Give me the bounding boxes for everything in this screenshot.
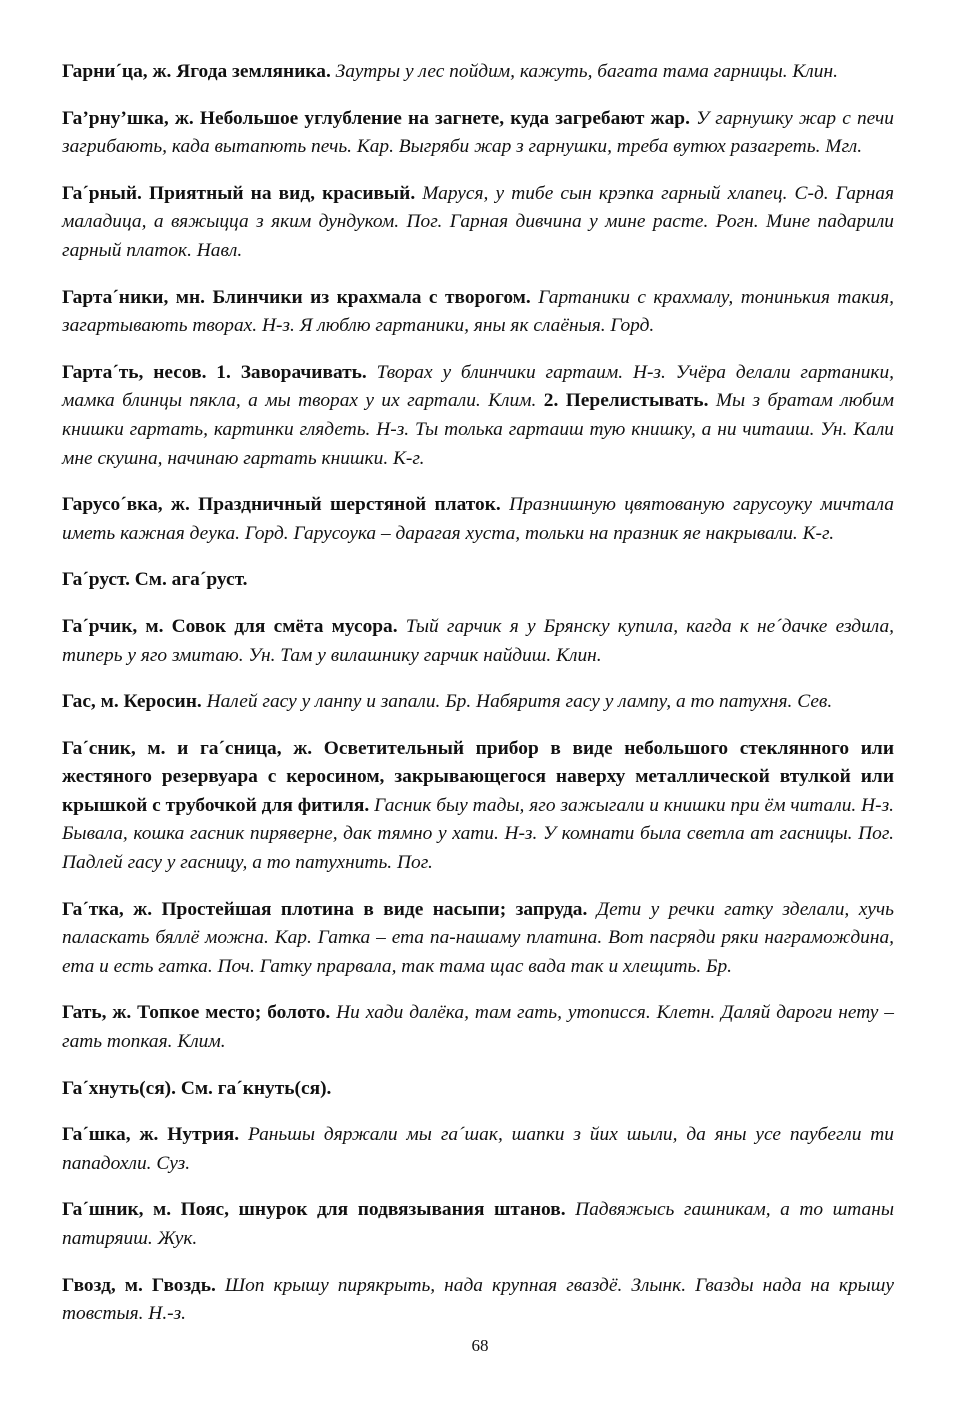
dictionary-entry bbox=[62, 566, 894, 595]
entry-spacer bbox=[501, 494, 509, 515]
entry-headword-definition: 2. Перелистывать. bbox=[536, 390, 709, 412]
entry-headword-definition: Гарта´ники, мн. Блинчики из крахмала с творогом. bbox=[62, 286, 531, 308]
entry-example: Мы з братам любим книшки гартать, картинки глядеть. Н-з. Ты толька гартаиш тую книшку, а ни читаиш. Ун. Кали мне скушна, начинаю гартать книшки. К-г. bbox=[62, 390, 895, 469]
entry-example: Ни хади далёка, там гать, утописся. Клетн. Даляй дароги нету – гать топкая. Клим. bbox=[62, 1002, 894, 1053]
dictionary-entry bbox=[62, 999, 894, 1056]
entry-list bbox=[62, 58, 894, 1329]
dictionary-entry bbox=[62, 58, 894, 87]
entry-example: У гарнушку жар с печи загрибають, када вытапють печь. Кар. Выгряби жар з гарнушки, треба вутюх разагреть. Мгл. bbox=[62, 107, 894, 158]
entry-example: Творах у блинчики гартаим. Н-з. Учёра делали гартаники, мамка блинцы пякла, а мы творах у их гартали. Клим. bbox=[62, 361, 894, 412]
entry-headword-definition: Гарта´ть, несов. 1. Заворачивать. bbox=[62, 361, 367, 383]
entry-example: Дети у речки гатку зделали, хучь паласкать бяллё можна. Кар. Гатка – ета па-нашаму платина. Вот пасряди ряки награмождина, ета и есть гатка. Поч. Гатку прарвала, так тама щас вада так и хлещить. Бр. bbox=[62, 898, 894, 977]
entry-headword-definition: Га´сник, м. и га´сница, ж. Осветительный прибор в виде небольшого стеклянного или жестяного резервуара с керосином, закрывающегося наверху металлической втулкой или крышкой с трубочкой для фитиля. bbox=[62, 737, 894, 816]
entry-headword-definition: Гарусо´вка, ж. Праздничный шерстяной платок. bbox=[62, 494, 501, 516]
entry-example: Маруся, у тибе сын крэпка гарный хлапец. С-д. Гарная маладица, а вяжыцца з яким дундуком. Пог. Гарная дивчина у мине расте. Рогн. Мине падарили гарный платок. Навл. bbox=[62, 182, 894, 261]
dictionary-entry bbox=[62, 284, 894, 341]
entry-headword-definition: Гарни´ца, ж. Ягода земляника. bbox=[62, 61, 331, 82]
dictionary-entry bbox=[62, 105, 894, 162]
entry-spacer bbox=[398, 616, 406, 637]
dictionary-page bbox=[62, 58, 894, 1347]
entry-headword-definition: Га´шник, м. Пояс, шнурок для подвязывания штанов. bbox=[62, 1199, 566, 1221]
entry-example: Тый гарчик я у Брянску купила, кагда к не´дачке ездила, типерь у яго змитаю. Ун. Там у вилашнику гарчик найдиш. Клин. bbox=[62, 615, 894, 666]
entry-spacer bbox=[708, 390, 715, 411]
page-number: 68 bbox=[471, 1336, 489, 1355]
entry-example: Налей гасу у ланпу и запали. Бр. Набяритя гасу у лампу, а то патухня. Сев. bbox=[206, 691, 833, 713]
dictionary-entry bbox=[62, 735, 894, 878]
dictionary-entry bbox=[62, 896, 894, 982]
entry-headword-definition: Га´шка, ж. Нутрия. bbox=[62, 1124, 240, 1146]
entry-example: Шоп крышу пирякрыть, нада крупная гваздё. Злынк. Гвазды нада на крышу товстыя. Н.-з. bbox=[62, 1274, 895, 1325]
entry-headword-definition: Гас, м. Керосин. bbox=[62, 691, 202, 713]
entry-example: Гартаники с крахмалу, тонинькия такия, загартывають творах. Н-з. Я люблю гартаники, яны як слаёныя. Горд. bbox=[62, 286, 894, 337]
entry-headword-definition: Гать, ж. Топкое место; болото. bbox=[62, 1002, 331, 1024]
entry-headword-definition: Га’рну’шка, ж. Небольшое углубление на загнете, куда загребают жар. bbox=[62, 107, 690, 129]
entry-example: Заутры у лес пойдим, кажуть, багата тама гарницы. Клин. bbox=[335, 61, 838, 82]
entry-headword-definition: Га´тка, ж. Простейшая плотина в виде насыпи; запруда. bbox=[62, 898, 588, 920]
entry-example: Раньшы дяржали мы га´шак, шапки з йих шыли, да яны усе паубегли ти пападохли. Суз. bbox=[62, 1124, 894, 1174]
entry-headword-definition: Га´руст. См. ага´руст. bbox=[62, 569, 248, 591]
dictionary-entry bbox=[62, 359, 894, 473]
entry-spacer bbox=[367, 362, 377, 383]
dictionary-entry bbox=[62, 688, 894, 717]
entry-headword-definition: Га´хнуть(ся). См. га´кнуть(ся). bbox=[62, 1077, 332, 1099]
dictionary-entry bbox=[62, 1075, 894, 1104]
dictionary-entry bbox=[62, 613, 894, 670]
entry-example: Празнишную цвятованую гарусоуку мичтала иметь кажная деука. Горд. Гарусоука – дарагая хуста, тольки на празник яе накрывали. К-г. bbox=[62, 494, 894, 544]
dictionary-entry bbox=[62, 1196, 894, 1253]
entry-spacer bbox=[239, 1124, 248, 1145]
dictionary-entry bbox=[62, 180, 894, 266]
entry-example: Гасник быу тады, яго зажыгали и книшки при ём читали. Н-з. Бывала, кошка гасник пирявернe, дак тямно у хати. Н-з. У комнати была светла ат гасницы. Пог. Падлей гасу у гасницу, а то патухнить. Пог. bbox=[62, 794, 895, 874]
entry-headword-definition: Гвозд, м. Гвоздь. bbox=[62, 1274, 216, 1296]
dictionary-entry bbox=[62, 491, 894, 548]
entry-spacer bbox=[216, 1275, 225, 1296]
dictionary-entry bbox=[62, 1121, 894, 1178]
entry-headword-definition: Га´рный. Приятный на вид, красивый. bbox=[62, 182, 416, 204]
entry-example: Падвяжысь гашникам, а то штаны патиряиш. Жук. bbox=[62, 1199, 894, 1249]
entry-spacer bbox=[587, 899, 596, 920]
entry-headword-definition: Га´рчик, м. Совок для смёта мусора. bbox=[62, 615, 398, 637]
dictionary-entry bbox=[62, 1272, 894, 1329]
entry-spacer bbox=[566, 1199, 576, 1220]
